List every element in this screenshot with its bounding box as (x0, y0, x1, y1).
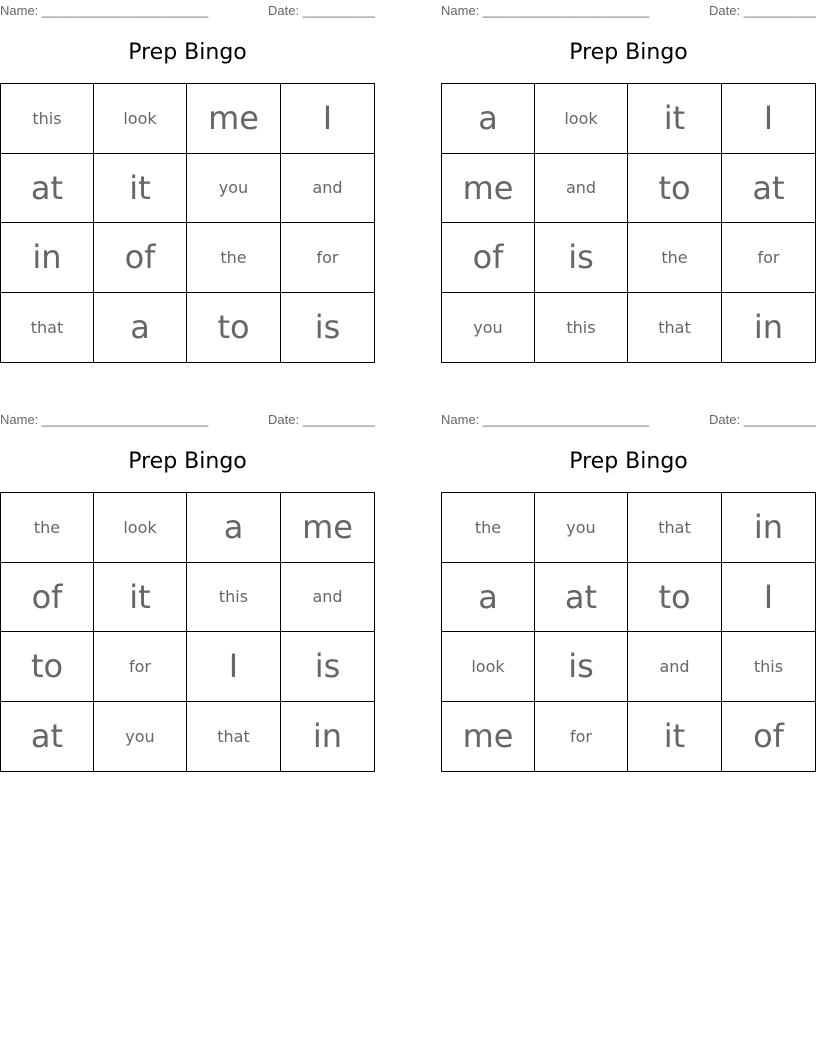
name-field: Name: _______________________ (0, 412, 209, 427)
bingo-grid (0, 492, 375, 772)
bingo-cell: in (753, 308, 784, 347)
bingo-cell: that (628, 293, 722, 363)
bingo-cell: me (442, 702, 535, 772)
name-field: Name: _______________________ (441, 412, 650, 427)
card-header (0, 409, 375, 431)
card-header (441, 409, 816, 431)
bingo-cell: for (94, 632, 187, 702)
bingo-grid (0, 83, 375, 363)
bingo-cell: in (722, 493, 815, 563)
bingo-cell: for (281, 223, 374, 293)
bingo-cell: that (187, 702, 281, 772)
bingo-cell: and (281, 154, 374, 224)
date-field: Date: __________ (709, 412, 816, 427)
bingo-cell: it (94, 563, 187, 633)
bingo-cell: the (442, 493, 535, 563)
bingo-cell: to (187, 293, 281, 363)
bingo-cell: of (442, 223, 535, 293)
bingo-cell: look (442, 632, 535, 702)
card-title: Prep Bingo (569, 40, 688, 65)
bingo-cell: that (1, 293, 94, 363)
bingo-cell: for (722, 223, 815, 293)
date-field: Date: __________ (709, 3, 816, 18)
bingo-cell: a (442, 563, 535, 633)
bingo-cell: at (722, 154, 815, 224)
bingo-cell: is (314, 308, 341, 347)
bingo-cell: to (628, 563, 722, 633)
bingo-cell: is (281, 632, 374, 702)
bingo-cell: look (535, 84, 628, 154)
bingo-grid (441, 83, 816, 363)
bingo-cell: of (94, 223, 187, 293)
bingo-cell: and (628, 632, 722, 702)
bingo-cell: I (722, 84, 815, 154)
bingo-cell: I (281, 84, 374, 154)
bingo-cell: it (628, 702, 722, 772)
card-header (441, 0, 816, 22)
bingo-cell: this (1, 84, 94, 154)
bingo-cell: for (535, 702, 628, 772)
bingo-cell: it (628, 84, 722, 154)
date-field: Date: __________ (268, 412, 375, 427)
bingo-cell: in (1, 223, 94, 293)
name-field: Name: _______________________ (0, 3, 209, 18)
bingo-cell: and (535, 154, 628, 224)
bingo-cell: you (187, 154, 281, 224)
bingo-cell: this (722, 632, 815, 702)
name-field: Name: _______________________ (441, 3, 650, 18)
bingo-cell: look (94, 84, 187, 154)
bingo-cell: is (535, 632, 628, 702)
bingo-cell: me (187, 84, 281, 154)
bingo-cell: I (187, 632, 281, 702)
bingo-cell: in (312, 717, 343, 756)
bingo-cell: of (1, 563, 94, 633)
bingo-cell: you (535, 493, 628, 563)
bingo-cell: I (722, 563, 815, 633)
bingo-cell: a (94, 293, 187, 363)
bingo-cell: at (1, 702, 94, 772)
bingo-cell: this (535, 293, 628, 363)
bingo-cell: you (94, 702, 187, 772)
bingo-cell: of (753, 717, 784, 756)
card-title: Prep Bingo (128, 40, 247, 65)
bingo-cell: the (1, 493, 94, 563)
bingo-cell: look (94, 493, 187, 563)
bingo-cell: and (281, 563, 374, 633)
bingo-cell: the (187, 223, 281, 293)
card-title: Prep Bingo (128, 449, 247, 474)
date-field: Date: __________ (268, 3, 375, 18)
bingo-cell: is (535, 223, 628, 293)
bingo-cell: at (535, 563, 628, 633)
bingo-cell: that (628, 493, 722, 563)
bingo-cell: to (628, 154, 722, 224)
bingo-cell: a (442, 84, 535, 154)
card-title: Prep Bingo (569, 449, 688, 474)
bingo-cell: me (281, 493, 374, 563)
card-header (0, 0, 375, 22)
bingo-cell: it (94, 154, 187, 224)
bingo-cell: a (187, 493, 281, 563)
bingo-cell: this (187, 563, 281, 633)
bingo-cell: the (628, 223, 722, 293)
bingo-cell: at (1, 154, 94, 224)
bingo-grid (441, 492, 816, 772)
bingo-cell: me (442, 154, 535, 224)
bingo-cell: you (442, 293, 535, 363)
bingo-cell: to (1, 632, 94, 702)
